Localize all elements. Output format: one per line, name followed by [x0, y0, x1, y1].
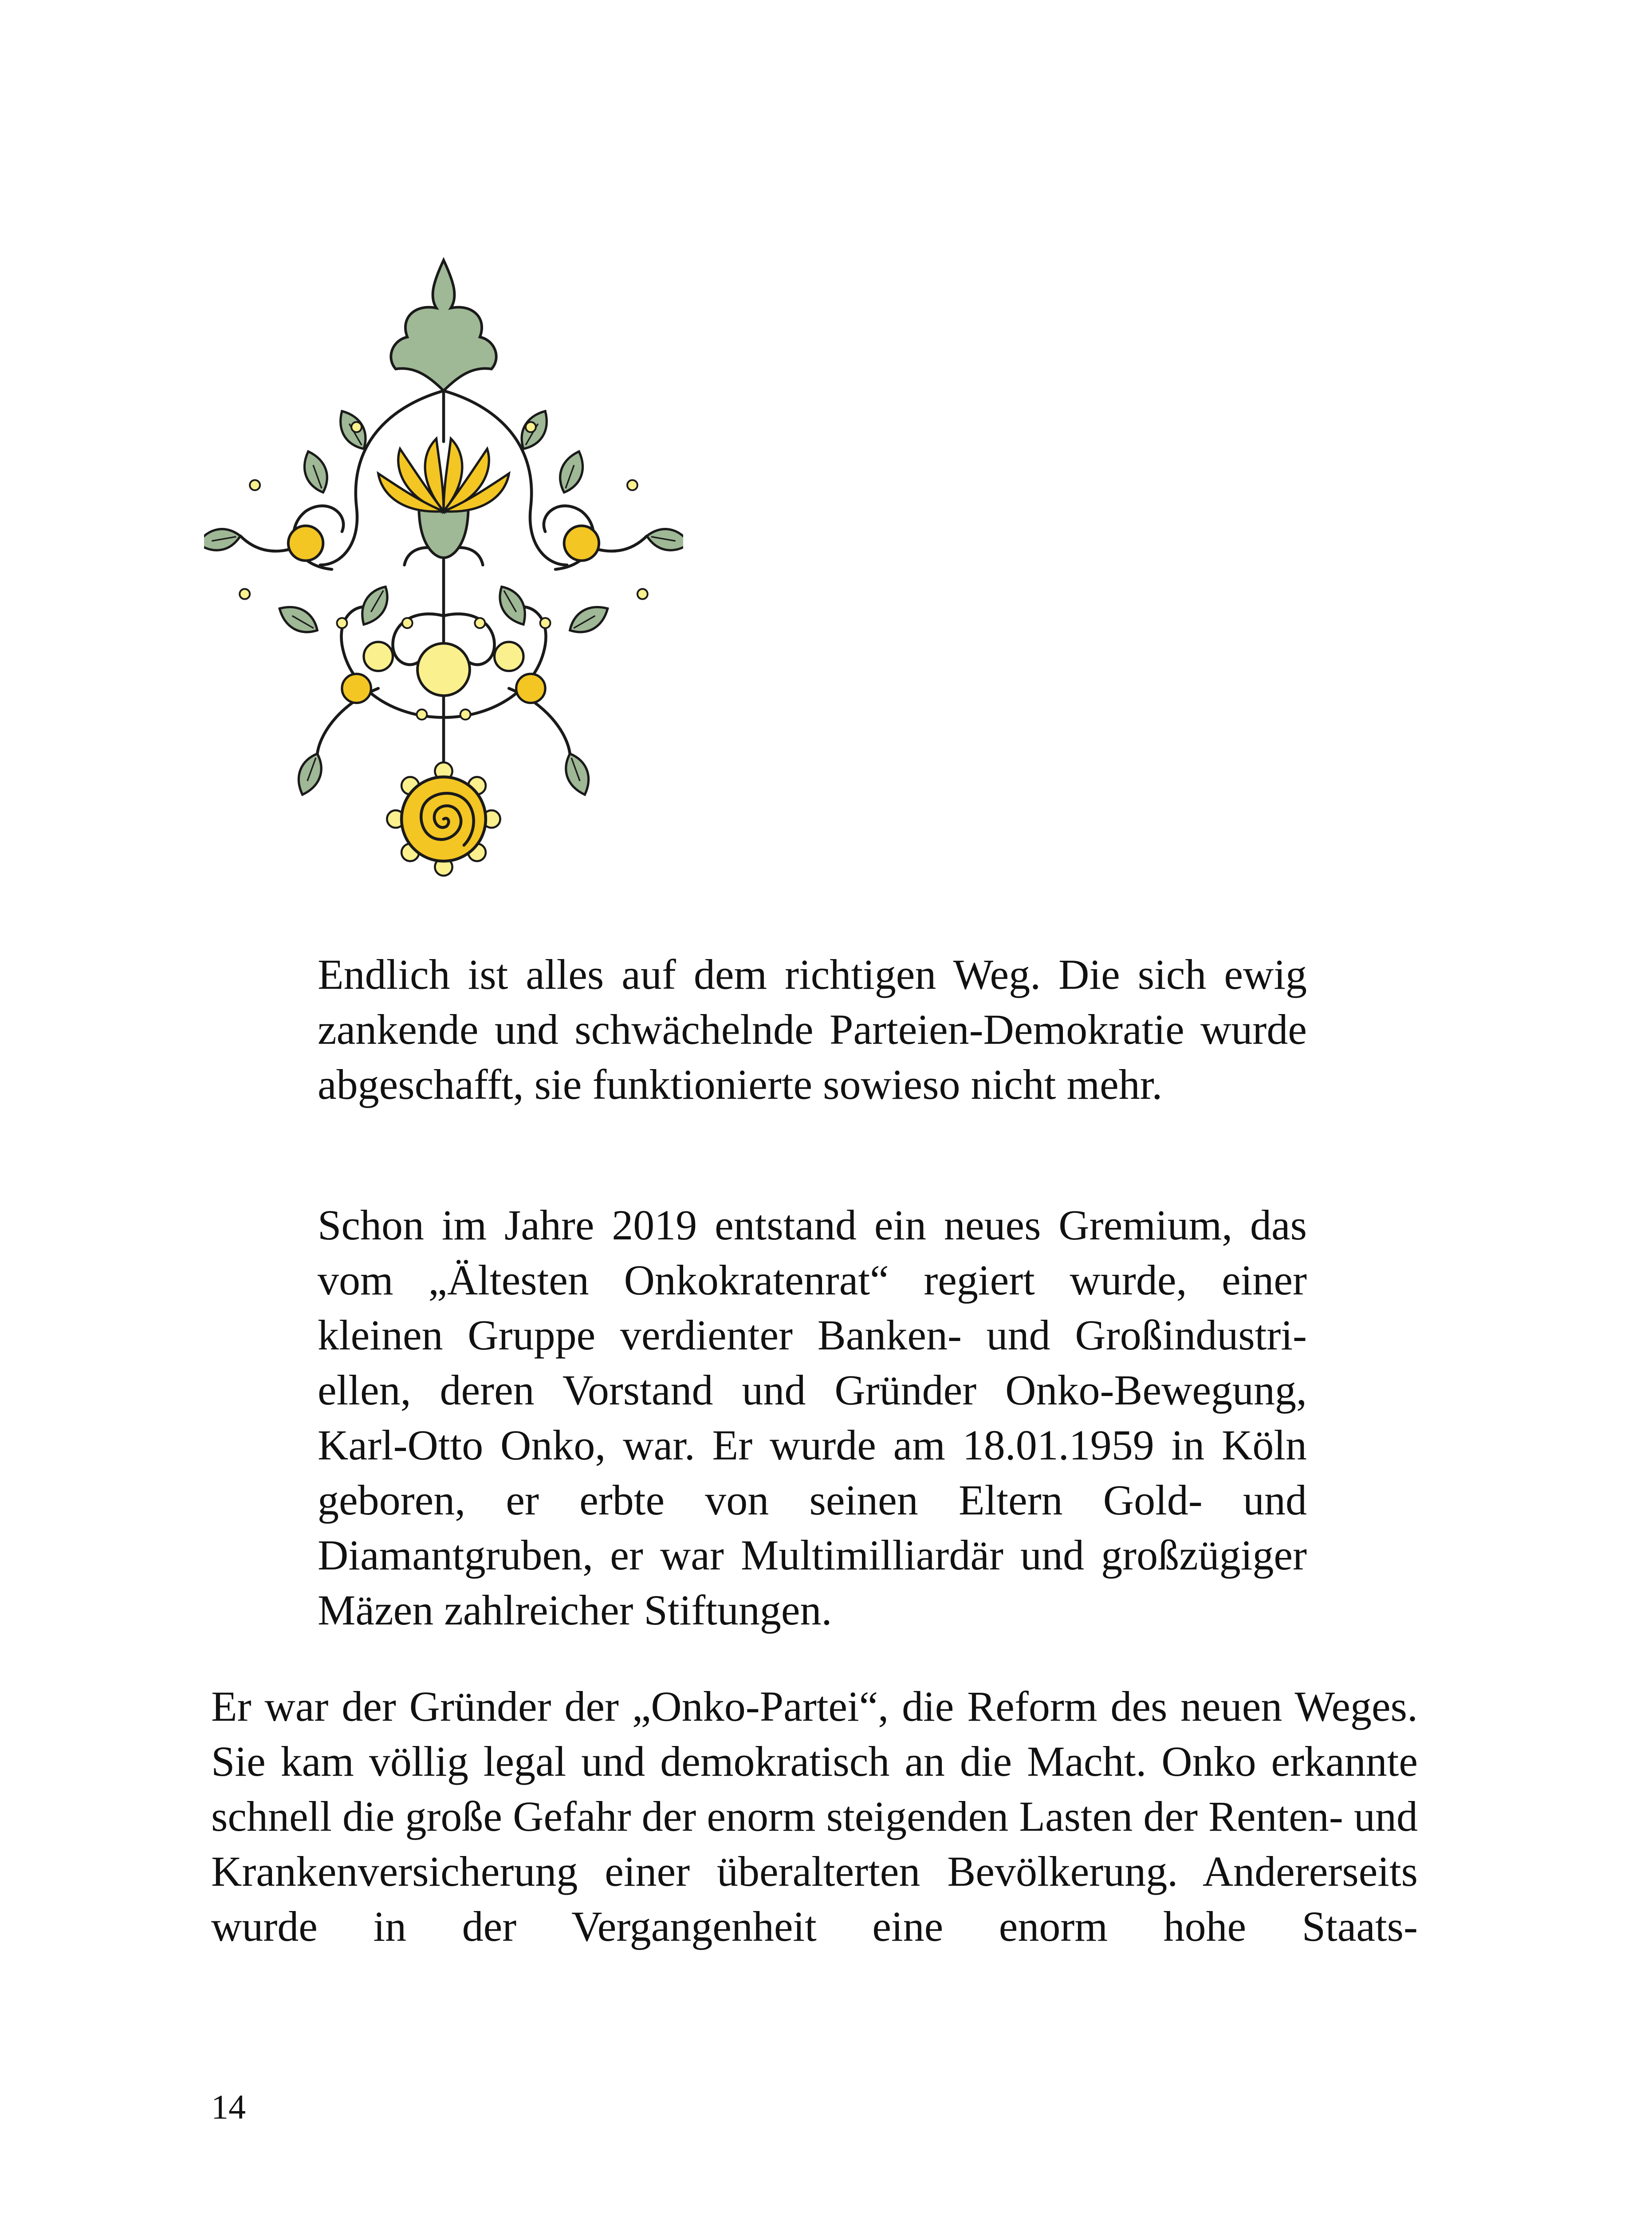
paragraph-onko-party: Er war der Gründer der „Onko-Partei“, die Reform des neuen Weges. Sie kam völlig legal und demokratisch an die Macht. Onko erkannte schnell die große Gefahr der enorm steigenden Lasten der Renten- und Krankenversicherung einer überalterten Bevölkerung. Andererseits wurde in der Vergangenheit eine enorm hohe Staats- [211, 1683, 1418, 1950]
page-number: 14 [211, 2088, 246, 2126]
floral-ornament-icon [204, 253, 683, 892]
paragraph-onko-council: Schon im Jahre 2019 entstand ein neues Gremium, das vom „Ältesten Onkokratenrat“ regiert wurde, einer kleinen Gruppe verdienter Banken- und Großindustriellen, deren Vorstand und Gründer Onko-Bewegung, Karl-Otto Onko, war. Er wurde am 18.01.1959 in Köln geboren, er erbte von seinen Eltern Gold- und Diamantgruben, er war Multimilliardär und großzügiger Mäzen zahlreicher Stiftungen. [318, 1201, 1307, 1634]
paragraph-intro: Endlich ist alles auf dem richtigen Weg. Die sich ewig zankende und schwächelnde Parteien-Demokratie wurde abgeschafft, sie funktionierte sowieso nicht mehr. [318, 951, 1307, 1108]
